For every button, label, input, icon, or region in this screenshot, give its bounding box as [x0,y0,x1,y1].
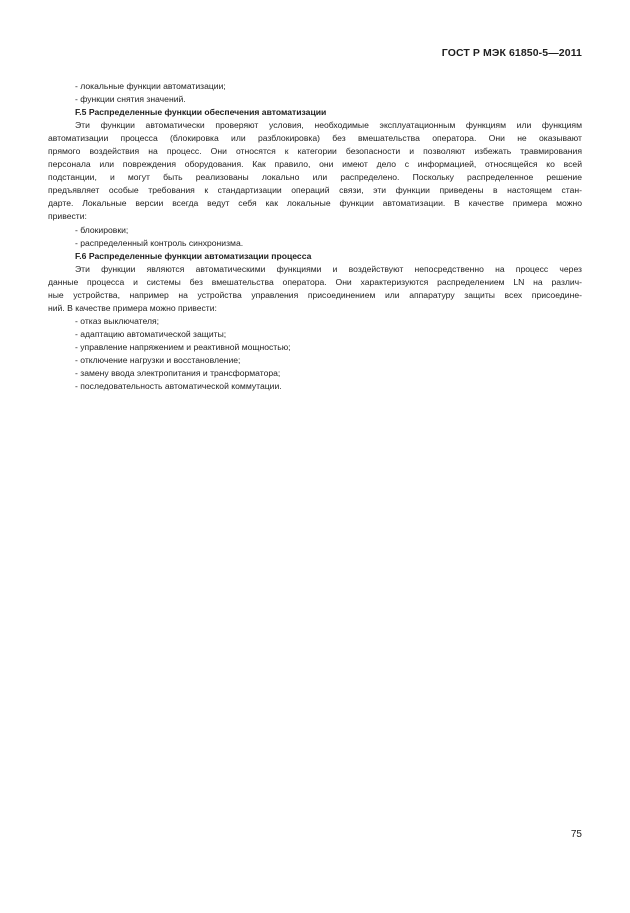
paragraph-line: привести: [48,211,87,222]
paragraph-line: персонала или повреждения оборудования. Как правило, они имеют дело с информацией, относящейся ко всей [48,159,582,170]
list-item: - отказ выключателя; [75,315,160,326]
paragraph-line: подстанции, и могут быть реализованы локально или распределено. Поскольку распределенное решение [48,172,582,183]
section-heading-f6: F.6 Распределенные функции автоматизации процесса [75,250,312,261]
paragraph-line: данные процесса и системы без вмешательства оператора. Они характеризуются распределением LN на различ- [48,276,582,287]
list-item: - замену ввода электропитания и трансформатора; [75,368,281,379]
paragraph-line: ний. В качестве примера можно привести: [48,302,217,313]
paragraph-line: дарте. Локальные версии всегда ведут себя как локальные функции автоматизации. В качестве примера можно [48,198,582,209]
paragraph-line: автоматизации процесса (блокировка или разблокировка) без вмешательства оператора. Они не оказывают [48,133,582,144]
list-item: - распределенный контроль синхронизма. [75,237,244,248]
list-item: - адаптацию автоматической защиты; [75,328,227,339]
list-item: - локальные функции автоматизации; [75,81,226,91]
list-item: - функции снятия значений. [75,94,186,105]
list-item: - блокировки; [75,224,129,235]
paragraph-line: ные устройства, например на устройства управления присоединением или аппаратуру защиты всех присоедине- [48,289,582,300]
list-item: - управление напряжением и реактивной мощностью; [75,341,291,352]
paragraph-line: Эти функции автоматически проверяют условия, необходимые эксплуатационным функциям или функциям [75,120,582,131]
list-item: - отключение нагрузки и восстановление; [75,354,241,365]
document-body [48,80,582,393]
paragraph-line: Эти функции являются автоматическими функциями и воздействуют непосредственно на процесс через [75,263,582,274]
document-header: ГОСТ Р МЭК 61850-5—2011 [441,47,582,59]
list-item: - последовательность автоматической коммутации. [75,381,282,392]
page-number: 75 [570,829,582,840]
section-heading-f5: F.5 Распределенные функции обеспечения автоматизации [75,107,327,118]
paragraph-line: прямого воздействия на процесс. Они относятся к категории безопасности и позволяют избежать травмирования [48,146,582,157]
paragraph-line: предъявляет особые требования к стандартизации операций связи, эти функции приведены в настоящем стан- [48,185,582,196]
